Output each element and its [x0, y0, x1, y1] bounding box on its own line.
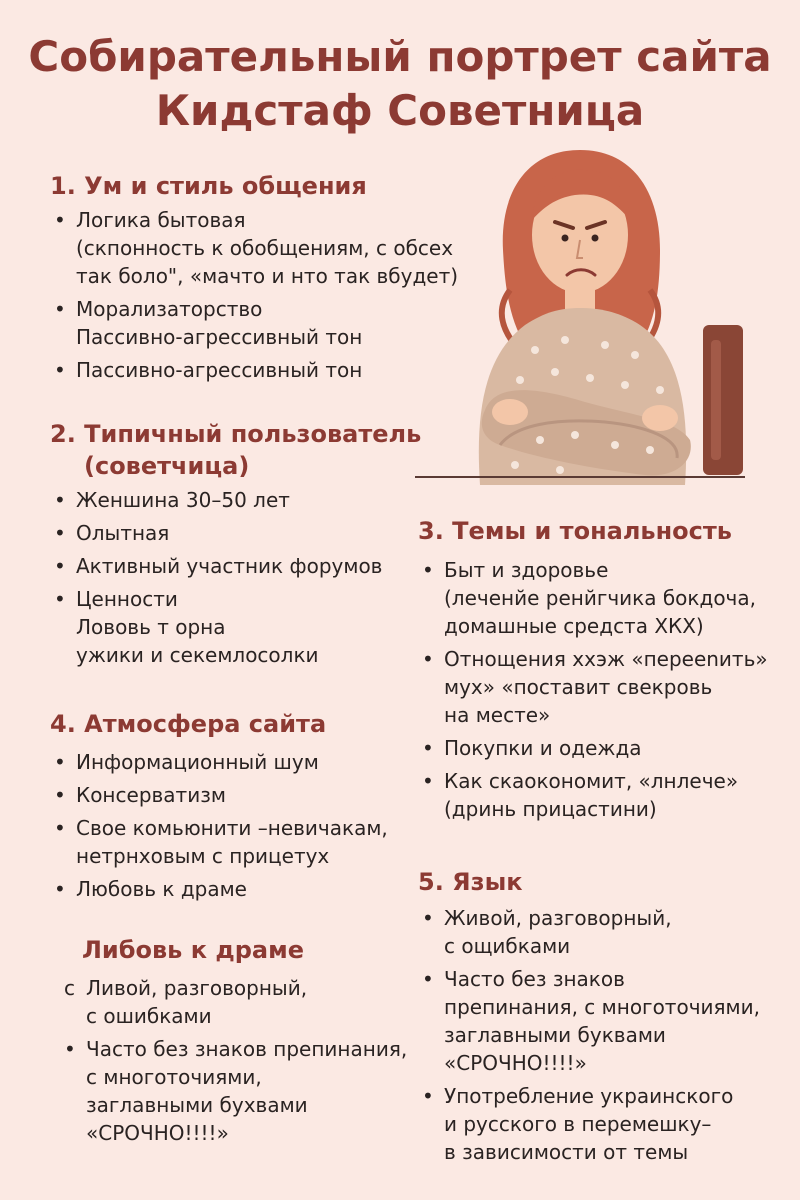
list-item: [50, 585, 382, 669]
list-item-line: Покупки и одежда: [444, 736, 642, 760]
list-item-line: Пассивно-агрессивный тон: [76, 325, 363, 349]
section-6-list: [60, 974, 407, 1152]
list-item-line: Ливой, разговорный,: [86, 976, 308, 1000]
list-item: [418, 904, 760, 960]
list-item: [60, 974, 407, 1030]
list-item: [50, 748, 388, 776]
list-item-line: заглавными бухвами: [86, 1093, 308, 1117]
list-item: [418, 645, 768, 729]
section-2-heading: [50, 418, 421, 482]
bullet: •: [54, 587, 66, 611]
section-5-heading: 5. Язык: [418, 868, 523, 896]
section-2-heading-line-2: (советчица): [84, 452, 250, 480]
section-5-list: [418, 904, 760, 1171]
list-item: [50, 295, 458, 351]
list-item: [418, 767, 768, 823]
list-item-line: препинания, с многоточиями,: [444, 995, 760, 1019]
list-item-line: Активный участник форумов: [76, 554, 383, 578]
list-item-line: с многоточиями,: [86, 1065, 262, 1089]
list-item: [50, 781, 388, 809]
list-item-line: Ценности: [76, 587, 178, 611]
list-item-line: Информационный шум: [76, 750, 319, 774]
section-6-heading: Либовь к драме: [82, 936, 305, 964]
list-item-line: Женшина 30–50 лет: [76, 488, 290, 512]
list-item-line: Отнощения ххэж «перееnить»: [444, 647, 768, 671]
section-2-heading-line-1: 2. Типичный пользователь: [50, 420, 422, 448]
list-item-line: «СРОЧНО!!!!»: [86, 1121, 229, 1145]
bullet: •: [54, 521, 66, 545]
list-item-line: «СРОЧНО!!!!»: [444, 1051, 587, 1075]
list-item-line: Свое комьюнити –невичакам,: [76, 816, 388, 840]
list-item-line: Быт и здоровье: [444, 558, 609, 582]
list-item-line: Логика бытовая: [76, 208, 246, 232]
section-1-heading: 1. Ум и стиль общения: [50, 172, 367, 200]
list-item-line: Живой, разговорный,: [444, 906, 672, 930]
bullet: •: [54, 783, 66, 807]
list-item-line: мух» «поставит свекровь: [444, 675, 713, 699]
list-item-line: (скпонность к обобщениям, с обсех: [76, 236, 454, 260]
section-4-heading: 4. Атмосфера сайта: [50, 710, 327, 738]
list-item-line: с ощибками: [444, 934, 571, 958]
bullet: •: [422, 906, 434, 930]
list-item-line: нетрнховым с прицетух: [76, 844, 330, 868]
bullet: •: [422, 736, 434, 760]
bullet: •: [422, 647, 434, 671]
bullet: с: [64, 976, 75, 1000]
list-item: [418, 1082, 760, 1166]
list-item-line: Консерватизм: [76, 783, 226, 807]
bullet: •: [54, 554, 66, 578]
list-item: [418, 734, 768, 762]
page-title-line-2: Кидстаф Советница: [155, 86, 645, 135]
bullet: •: [422, 558, 434, 582]
list-item-line: Часто без знаков: [444, 967, 625, 991]
list-item-line: и русского в перемешку–: [444, 1112, 712, 1136]
section-3-heading: 3. Темы и тональность: [418, 517, 732, 545]
bullet: •: [54, 877, 66, 901]
list-item-line: (дринь прицастини): [444, 797, 657, 821]
list-item: [418, 965, 760, 1077]
bullet: •: [54, 297, 66, 321]
bullet: •: [54, 488, 66, 512]
list-item: [50, 814, 388, 870]
list-item-line: Как скаокономит, «лнлече»: [444, 769, 739, 793]
bullet: •: [422, 769, 434, 793]
list-item: [50, 519, 382, 547]
list-item: [50, 552, 382, 580]
list-item-line: Любовь к драме: [76, 877, 247, 901]
bullet: •: [54, 208, 66, 232]
list-item-line: заглавными буквами: [444, 1023, 666, 1047]
section-4-list: [50, 748, 388, 908]
list-item: [418, 556, 768, 640]
section-2-list: [50, 486, 382, 674]
list-item-line: Употребление украинского: [444, 1084, 734, 1108]
section-3-list: [418, 556, 768, 828]
list-item-line: с ошибками: [86, 1004, 212, 1028]
page-title: [0, 30, 800, 138]
bullet: •: [54, 750, 66, 774]
list-item-line: домашные средста ХКХ): [444, 614, 704, 638]
list-item-line: Лововь т орна: [76, 615, 226, 639]
list-item-line: Олытная: [76, 521, 170, 545]
list-item-line: Пассивно-агрессивный тон: [76, 358, 363, 382]
list-item: [50, 206, 458, 290]
list-item: [50, 875, 388, 903]
section-1-list: [50, 206, 458, 389]
list-item: [50, 356, 458, 384]
list-item-line: Часто без знаков препинания,: [86, 1037, 408, 1061]
list-item-line: на месте»: [444, 703, 551, 727]
list-item-line: в зависимости от темы: [444, 1140, 689, 1164]
list-item-line: Морализаторство: [76, 297, 263, 321]
page-title-line-1: Собирательный портрет сайта: [28, 32, 772, 81]
frowning-woman-crossed-arms-illustration: [415, 140, 745, 490]
bullet: •: [422, 967, 434, 991]
list-item: [60, 1035, 407, 1147]
bullet: •: [54, 358, 66, 382]
list-item-line: так боло", «мачто и нто так вбудет): [76, 264, 459, 288]
list-item: [50, 486, 382, 514]
bullet: •: [64, 1037, 76, 1061]
list-item-line: (леченйе ренйгчика бокдоча,: [444, 586, 756, 610]
list-item-line: ужики и секемлосолки: [76, 643, 319, 667]
bullet: •: [422, 1084, 434, 1108]
bullet: •: [54, 816, 66, 840]
